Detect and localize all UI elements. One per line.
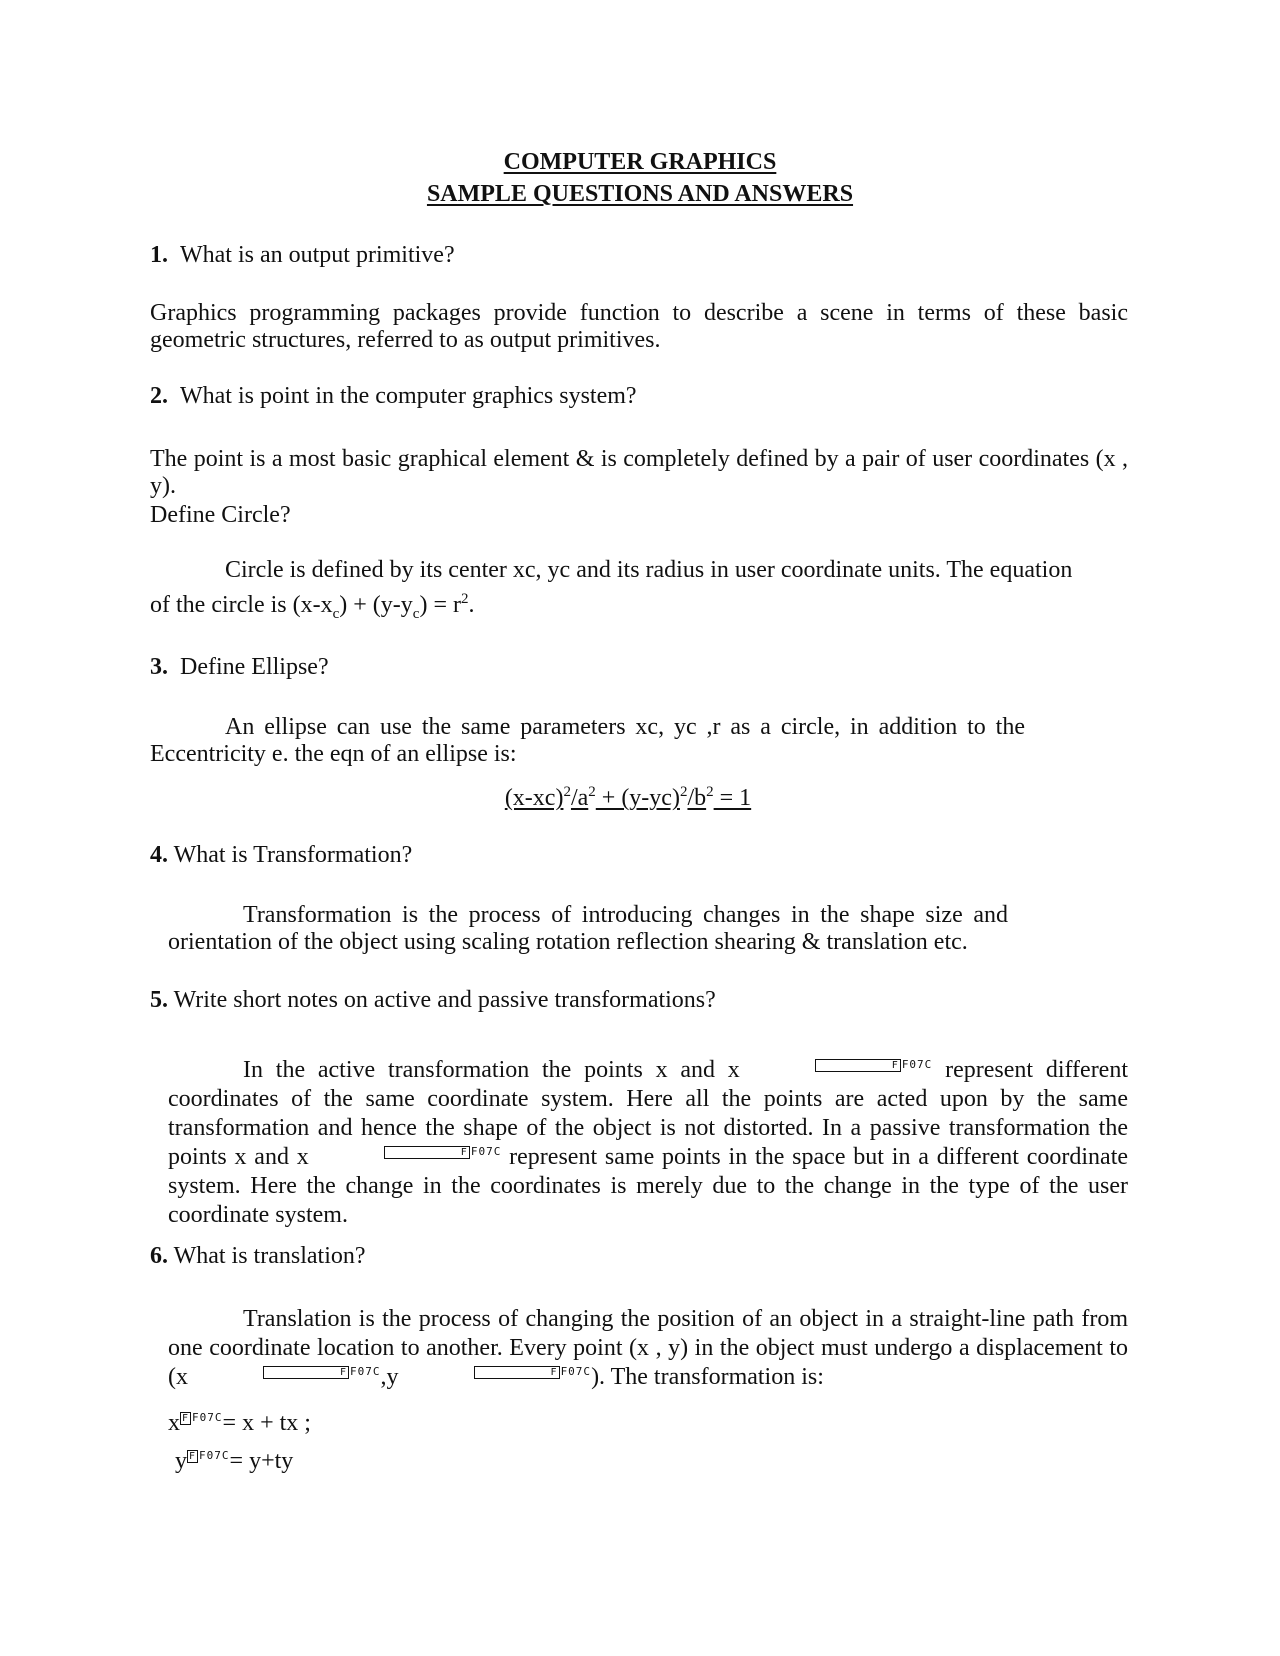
glyph-placeholder: F F07C	[189, 1449, 230, 1462]
glyph-placeholder: F F07C	[399, 1366, 592, 1379]
circle-answer-line-1: Circle is defined by its center xc, yc and its radius in user coordinate units. The equation	[225, 557, 1073, 583]
glyph-placeholder: F F07C	[188, 1366, 381, 1379]
glyph-placeholder: F F07C	[740, 1059, 933, 1072]
question-4: 4. What is Transformation?	[150, 842, 413, 868]
translation-equation-y: y F F07C= y+ty	[175, 1448, 294, 1474]
circle-equation-line: of the circle is $(x-x_c) + (y-y_c) = r^2$.	[150, 591, 475, 622]
page-title: COMPUTER GRAPHICS	[503, 149, 777, 175]
answer-2: The point is a most basic graphical element & is completely defined by a pair of user coordinates (x , y).	[150, 446, 1128, 499]
question-3: 3. Define Ellipse?	[150, 654, 329, 680]
answer-1: Graphics programming packages provide function to describe a scene in terms of these basic geometric structures, referred to as output primitives.	[150, 300, 1128, 353]
page-subtitle: SAMPLE QUESTIONS AND ANSWERS	[426, 181, 854, 207]
translation-equation-x: x F F07C= x + tx ;	[168, 1410, 311, 1436]
question-2: 2. What is point in the computer graphics system?	[150, 383, 637, 409]
answer-5: In the active transformation the points x and x F F07C represent different coordinates of the same coordinate system. Here all the points are acted upon by the same transformation and hence the shape of the object is not distorted. In a passive transformation the points x and x F F07C represent same points in the space but in a different coordinate system. Here the change in the coordinates is merely due to the change in the type of the user coordinate system.	[168, 1057, 1129, 1228]
glyph-placeholder: F F07C	[309, 1146, 502, 1159]
glyph-placeholder: F F07C	[182, 1411, 223, 1424]
question-5: 5. Write short notes on active and passive transformations?	[150, 987, 716, 1013]
ellipse-equation: $(x-xc)^2/a^2 + (y-yc)^2/b^2 = 1$	[504, 784, 752, 811]
question-1: 1. What is an output primitive?	[150, 242, 455, 268]
answer-3: An ellipse can use the same parameters xc, yc ,r as a circle, in addition to the Eccentricity e. the eqn of an ellipse is:	[150, 714, 1025, 767]
question-6: 6. What is translation?	[150, 1243, 366, 1269]
sub-question-circle: Define Circle?	[150, 502, 291, 528]
answer-4: Transformation is the process of introducing changes in the shape size and orientation of the object using scaling rotation reflection shearing & translation etc.	[168, 902, 1008, 955]
answer-6: Translation is the process of changing the position of an object in a straight-line path from one coordinate location to another. Every point (x , y) in the object must undergo a displacement to (x F F07C,y F F07C). The transformation is:	[168, 1306, 1128, 1390]
